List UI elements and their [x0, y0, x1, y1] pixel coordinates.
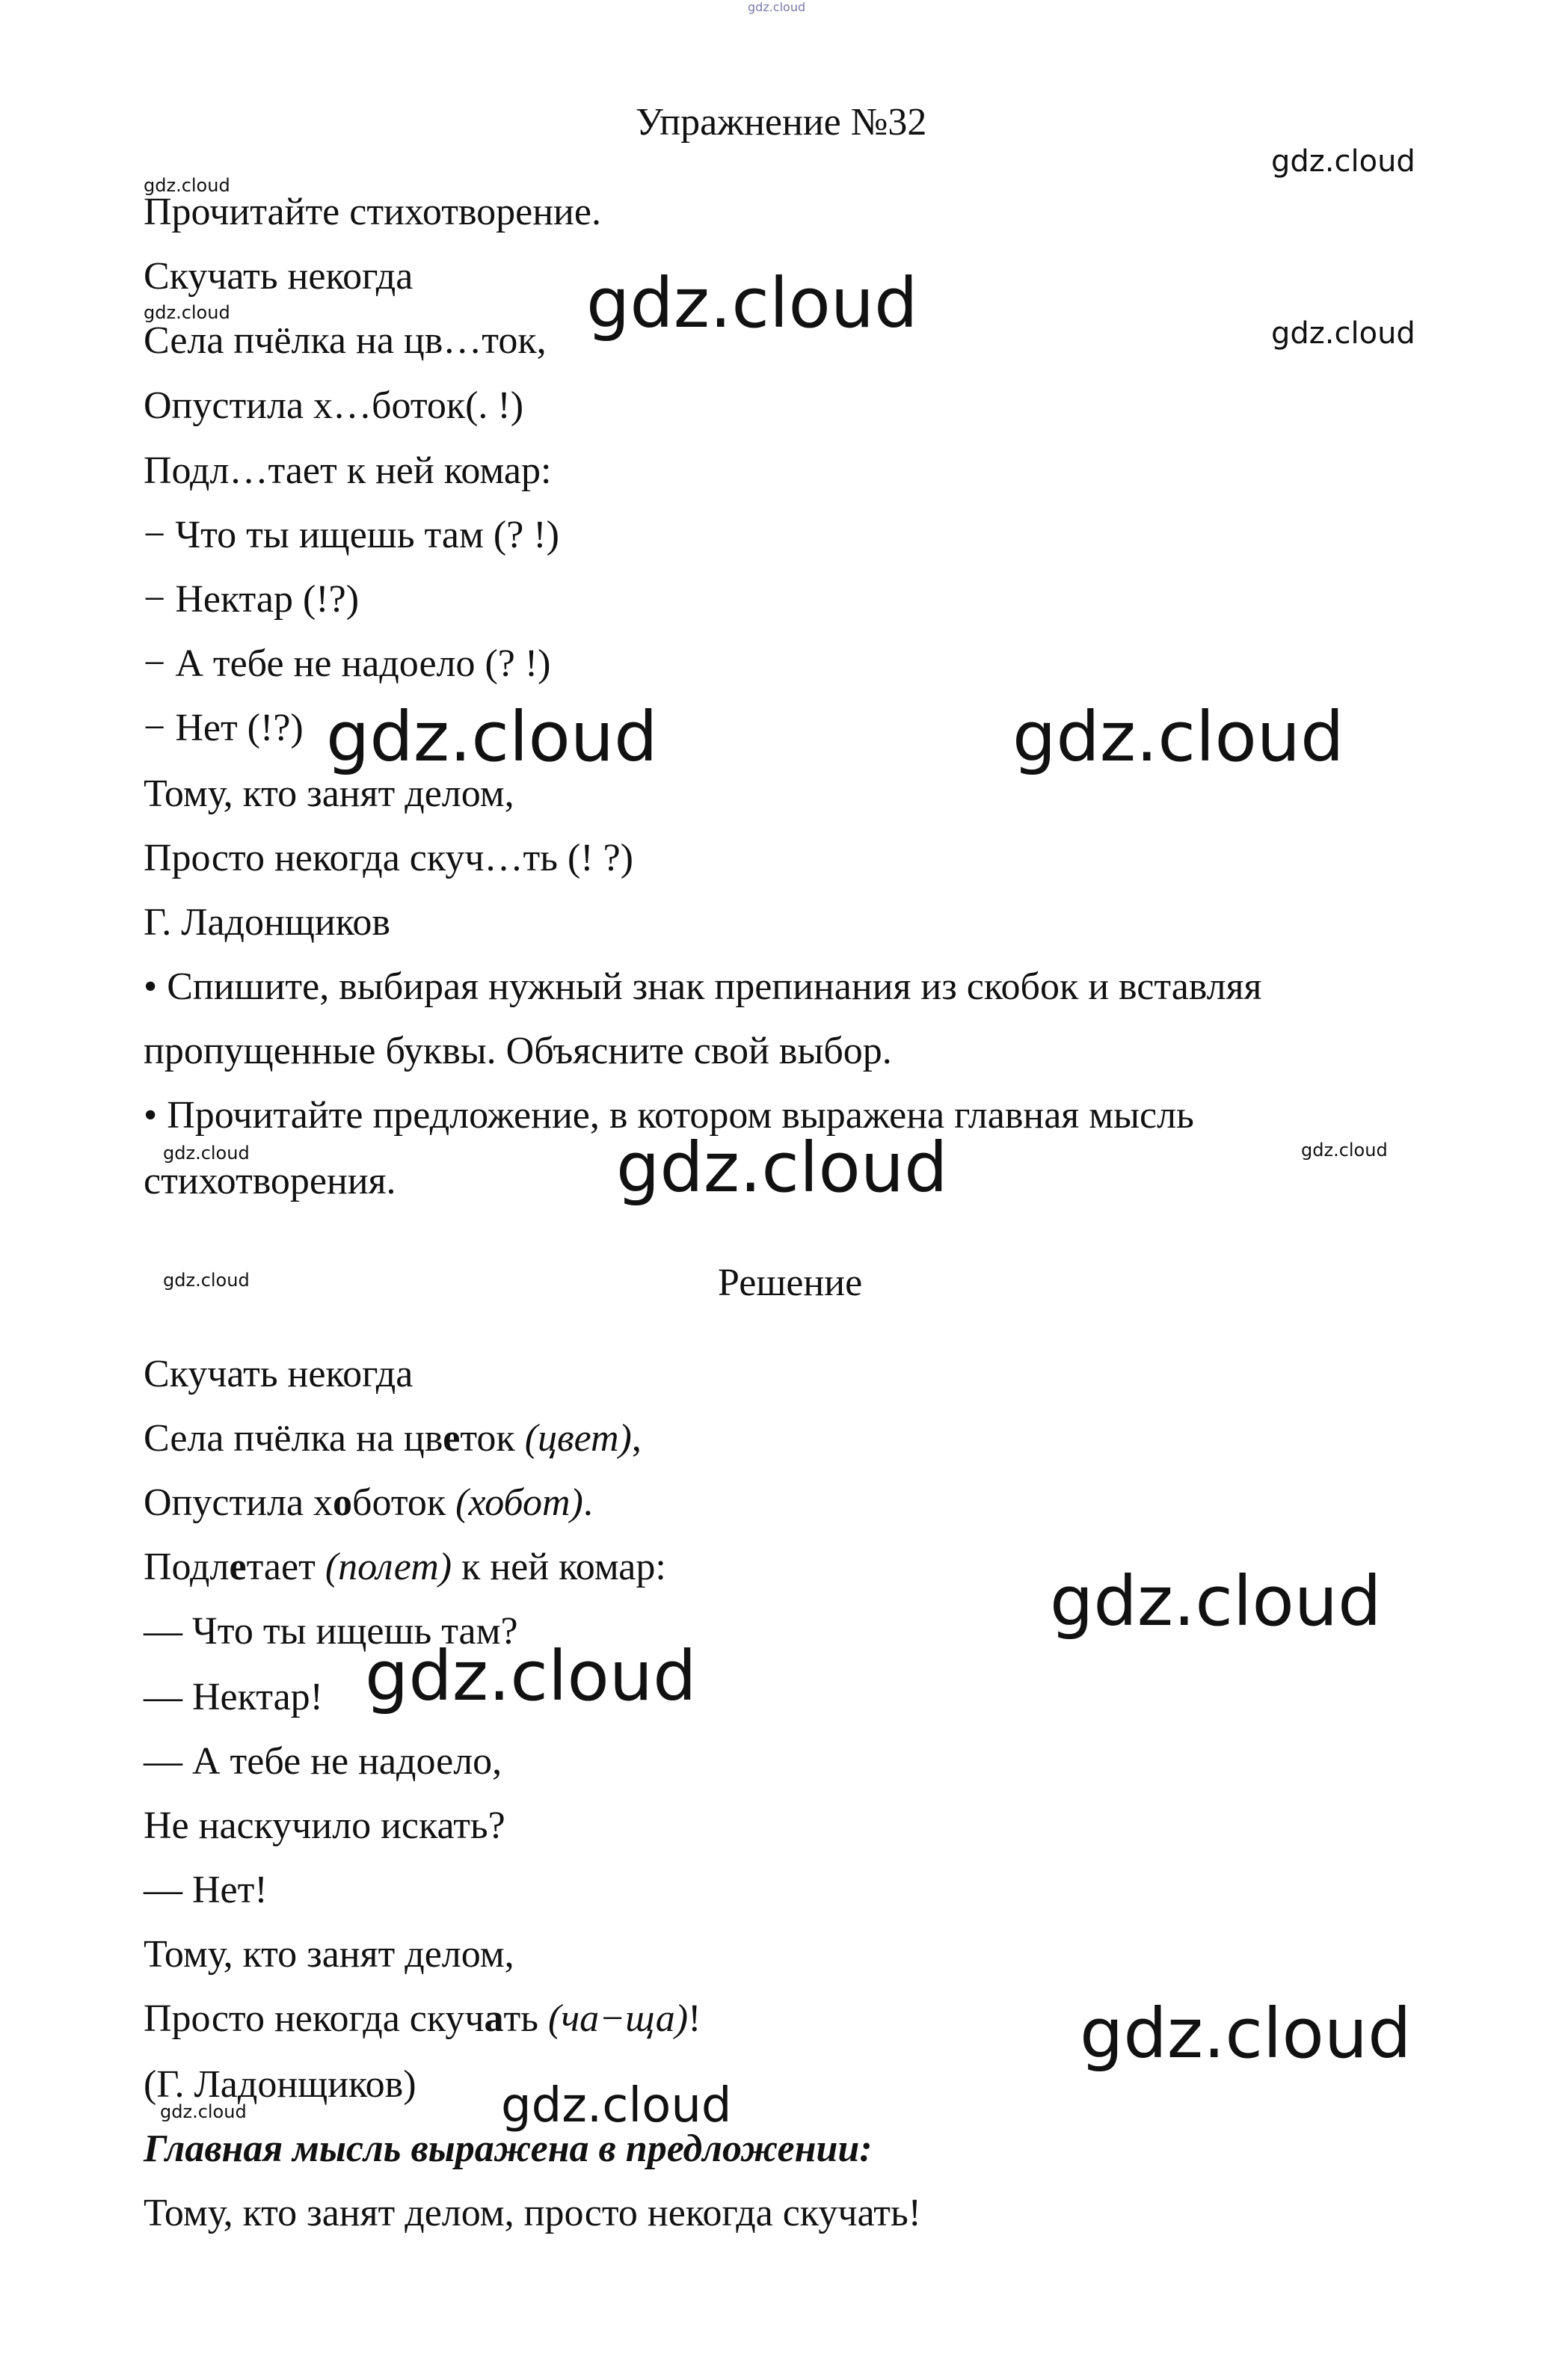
poem-line: − А тебе не надоело (? !): [144, 642, 551, 685]
watermark: gdz.cloud: [748, 0, 806, 14]
watermark: gdz.cloud: [326, 697, 658, 777]
solution-line: — Нектар!: [144, 1676, 323, 1718]
inserted-letter: е: [443, 1417, 461, 1460]
solution-line: Просто некогда скучать (ча−ща)!: [144, 1997, 701, 2040]
main-idea-sentence: Тому, кто занят делом, просто некогда скучать!: [144, 2192, 921, 2234]
watermark: gdz.cloud: [144, 302, 230, 323]
task-instruction: Прочитайте стихотворение.: [144, 191, 601, 233]
poem-author: Г. Ладонщиков: [144, 901, 390, 944]
poem-line: Подл…тает к ней комар:: [144, 449, 552, 492]
solution-line: Подлетает (полет) к ней комар:: [144, 1546, 666, 1588]
task-bullet-continuation: пропущенные буквы. Объясните свой выбор.: [144, 1030, 892, 1072]
watermark: gdz.cloud: [160, 2101, 247, 2122]
watermark: gdz.cloud: [501, 2078, 732, 2133]
watermark: gdz.cloud: [365, 1636, 697, 1716]
solution-heading: Решение: [718, 1262, 863, 1304]
solution-line: — А тебе не надоело,: [144, 1740, 502, 1783]
solution-line: Скучать некогда: [144, 1353, 413, 1395]
poem-line: − Нет (!?): [144, 707, 304, 749]
watermark: gdz.cloud: [586, 263, 918, 343]
solution-author: (Г. Ладонщиков): [144, 2063, 416, 2106]
task-bullet-continuation: стихотворения.: [144, 1160, 396, 1202]
solution-line: Села пчёлка на цветок (цвет),: [144, 1417, 642, 1460]
poem-line: − Нектар (!?): [144, 578, 360, 621]
watermark: gdz.cloud: [163, 1270, 250, 1291]
watermark: gdz.cloud: [1012, 697, 1344, 777]
poem-line: Скучать некогда: [144, 255, 413, 298]
poem-line: Опустила х…боток(. !): [144, 384, 524, 427]
watermark: gdz.cloud: [1271, 144, 1415, 179]
solution-line: — Нет!: [144, 1869, 268, 1911]
solution-line: Тому, кто занят делом,: [144, 1933, 514, 1976]
solution-line: Не наскучило искать?: [144, 1804, 505, 1847]
poem-line: Просто некогда скуч…ть (! ?): [144, 837, 634, 879]
task-bullet: • Прочитайте предложение, в котором выражена главная мысль: [144, 1094, 1194, 1137]
check-word: (цвет): [524, 1417, 632, 1460]
inserted-letter: а: [484, 1997, 504, 2040]
inserted-letter: е: [229, 1546, 247, 1588]
watermark: gdz.cloud: [144, 175, 230, 196]
check-word: (полет): [325, 1546, 452, 1588]
check-word: (хобот): [455, 1481, 583, 1524]
main-idea-label: Главная мысль выражена в предложении:: [144, 2127, 873, 2170]
poem-line: − Что ты ищешь там (? !): [144, 514, 559, 556]
watermark: gdz.cloud: [616, 1128, 948, 1208]
solution-line: — Что ты ищешь там?: [144, 1610, 518, 1653]
watermark: gdz.cloud: [163, 1143, 250, 1164]
page-title: Упражнение №32: [636, 101, 927, 144]
solution-line: Опустила хоботок (хобот).: [144, 1481, 593, 1524]
watermark: gdz.cloud: [1080, 1994, 1412, 2074]
check-word: (ча−ща): [548, 1997, 689, 2040]
watermark: gdz.cloud: [1271, 316, 1415, 351]
poem-line: Тому, кто занят делом,: [144, 772, 514, 815]
watermark: gdz.cloud: [1301, 1140, 1388, 1161]
poem-line: Села пчёлка на цв…ток,: [144, 319, 547, 362]
task-bullet: • Спишите, выбирая нужный знак препинания из скобок и вставляя: [144, 965, 1262, 1008]
watermark: gdz.cloud: [1050, 1561, 1382, 1641]
inserted-letter: о: [333, 1481, 353, 1524]
